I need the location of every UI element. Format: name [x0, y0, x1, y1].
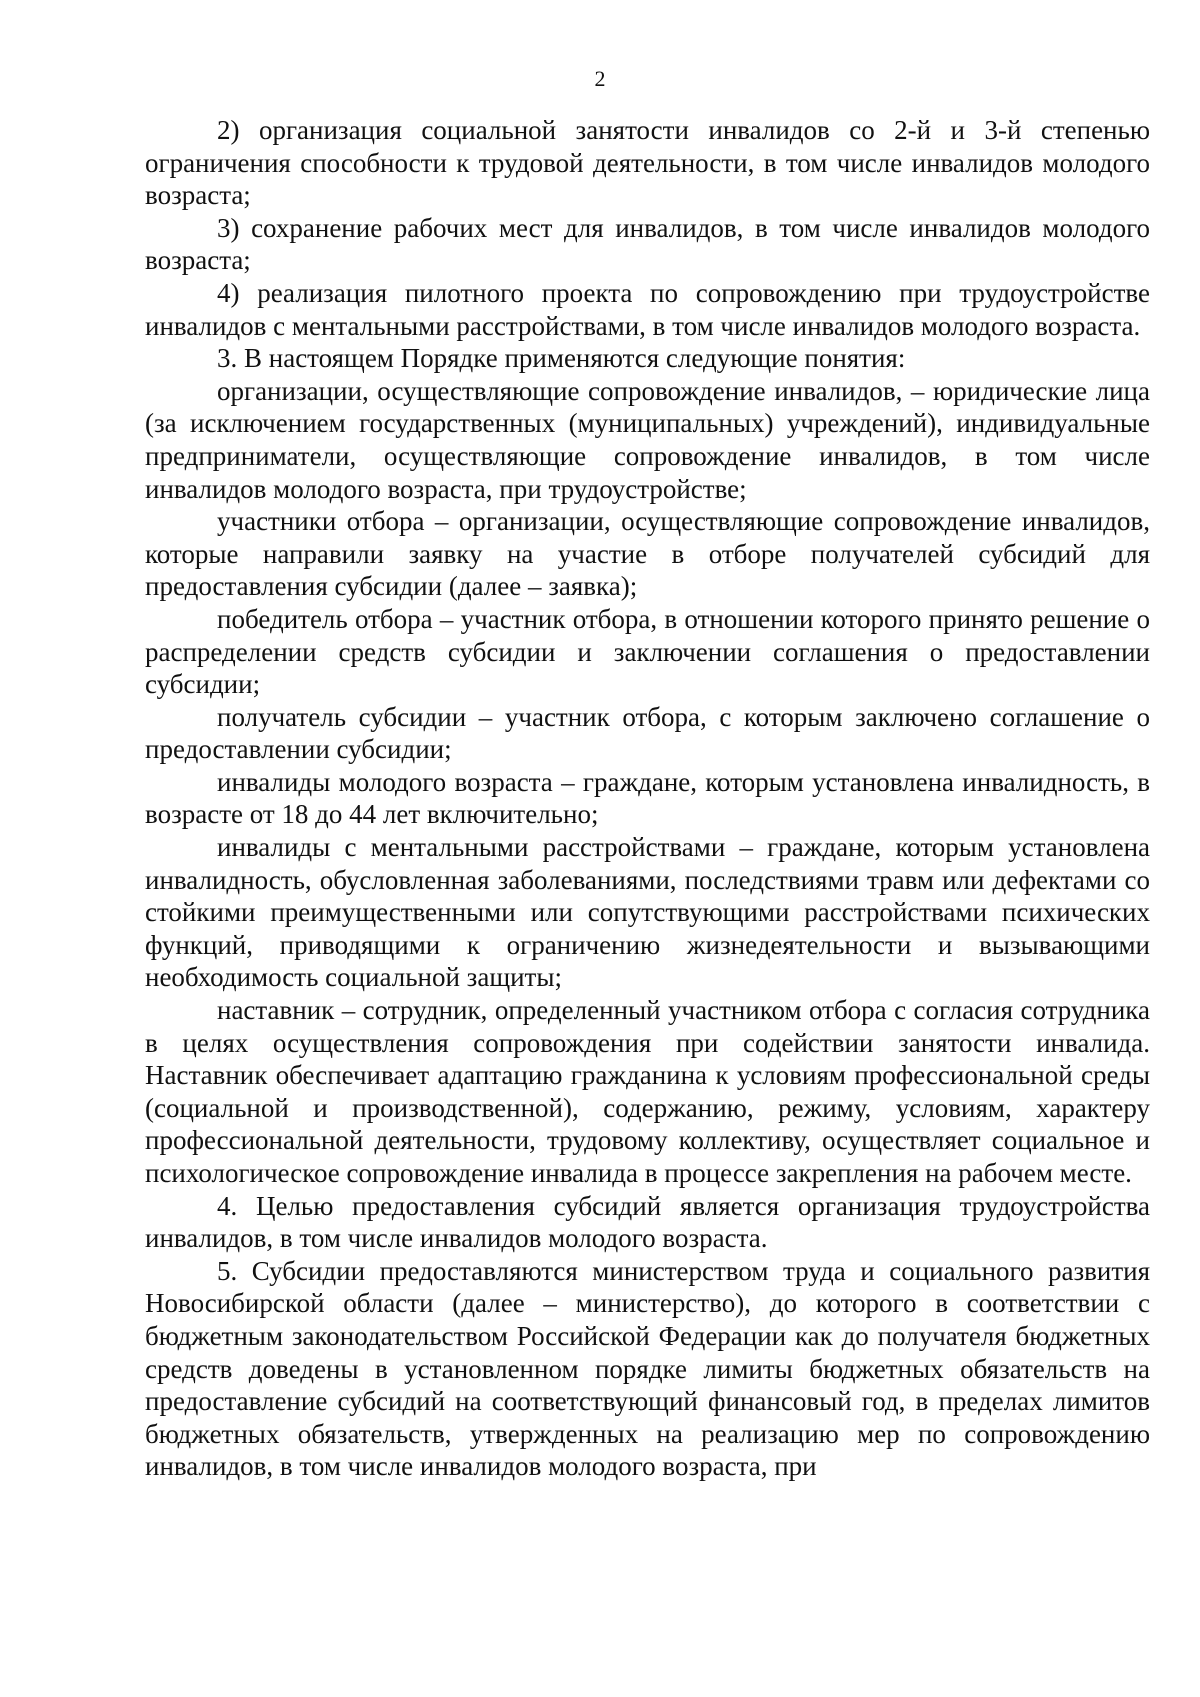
- paragraph-section-4: 4. Целью предоставления субсидий является организация трудоустройства инвалидов, в том числе инвалидов молодого возраста.: [145, 1190, 1150, 1254]
- paragraph-definition-organizations: организации, осуществляющие сопровождение инвалидов, – юридические лица (за исключением государственных (муниципальных) учреждений), индивидуальные предприниматели, осуществляющие сопровождение инвалидов, в том числе инвалидов молодого возраста, при трудоустройстве;: [145, 375, 1150, 504]
- paragraph-definition-participants: участники отбора – организации, осуществляющие сопровождение инвалидов, которые направили заявку на участие в отборе получателей субсидий для предоставления субсидии (далее – заявка);: [145, 506, 1150, 602]
- paragraph-definition-winner: победитель отбора – участник отбора, в отношении которого принято решение о распределении средств субсидии и заключении соглашения о предоставлении субсидии;: [145, 603, 1150, 700]
- paragraph-item-2: 2) организация социальной занятости инвалидов со 2-й и 3-й степенью ограничения способности к трудовой деятельности, в том числе инвалидов молодого возраста;: [145, 115, 1150, 211]
- paragraph-definition-mental-disorders: инвалиды с ментальными расстройствами – граждане, которым установлена инвалидность, обусловленная заболеваниями, последствиями травм или дефектами со стойкими преимущественными или сопутствующими расстройствами психических функций, приводящими к ограничению жизнедеятельности и вызывающими необходимость социальной защиты;: [145, 832, 1150, 993]
- paragraph-definition-young-disabled: инвалиды молодого возраста – граждане, которым установлена инвалидность, в возрасте от 18 до 44 лет включительно;: [145, 766, 1150, 830]
- paragraph-section-3-intro: 3. В настоящем Порядке применяются следующие понятия:: [217, 343, 906, 374]
- paragraph-item-4: 4) реализация пилотного проекта по сопровождению при трудоустройстве инвалидов с ментальными расстройствами, в том числе инвалидов молодого возраста.: [145, 277, 1150, 341]
- paragraph-definition-mentor: наставник – сотрудник, определенный участником отбора с согласия сотрудника в целях осуществления сопровождения при содействии занятости инвалида. Наставник обеспечивает адаптацию гражданина к условиям профессиональной среды (социальной и производственной), содержанию, режиму, условиям, характеру профессиональной деятельности, трудовому коллективу, осуществляет социальное и психологическое сопровождение инвалида в процессе закрепления на рабочем месте.: [145, 995, 1150, 1188]
- paragraph-item-3: 3) сохранение рабочих мест для инвалидов, в том числе инвалидов молодого возраста;: [145, 212, 1150, 276]
- document-body: [145, 114, 1150, 1483]
- page-number: 2: [594, 66, 606, 91]
- paragraph-definition-recipient: получатель субсидии – участник отбора, с которым заключено соглашение о предоставлении субсидии;: [145, 701, 1150, 765]
- paragraph-section-5: 5. Субсидии предоставляются министерством труда и социального развития Новосибирской области (далее – министерство), до которого в соответствии с бюджетным законодательством Российской Федерации как до получателя бюджетных средств доведены в установленном порядке лимиты бюджетных обязательств на предоставление субсидий на соответствующий финансовый год, в пределах лимитов бюджетных обязательств, утвержденных на реализацию мер по сопровождению инвалидов, в том числе инвалидов молодого возраста, при: [145, 1255, 1150, 1482]
